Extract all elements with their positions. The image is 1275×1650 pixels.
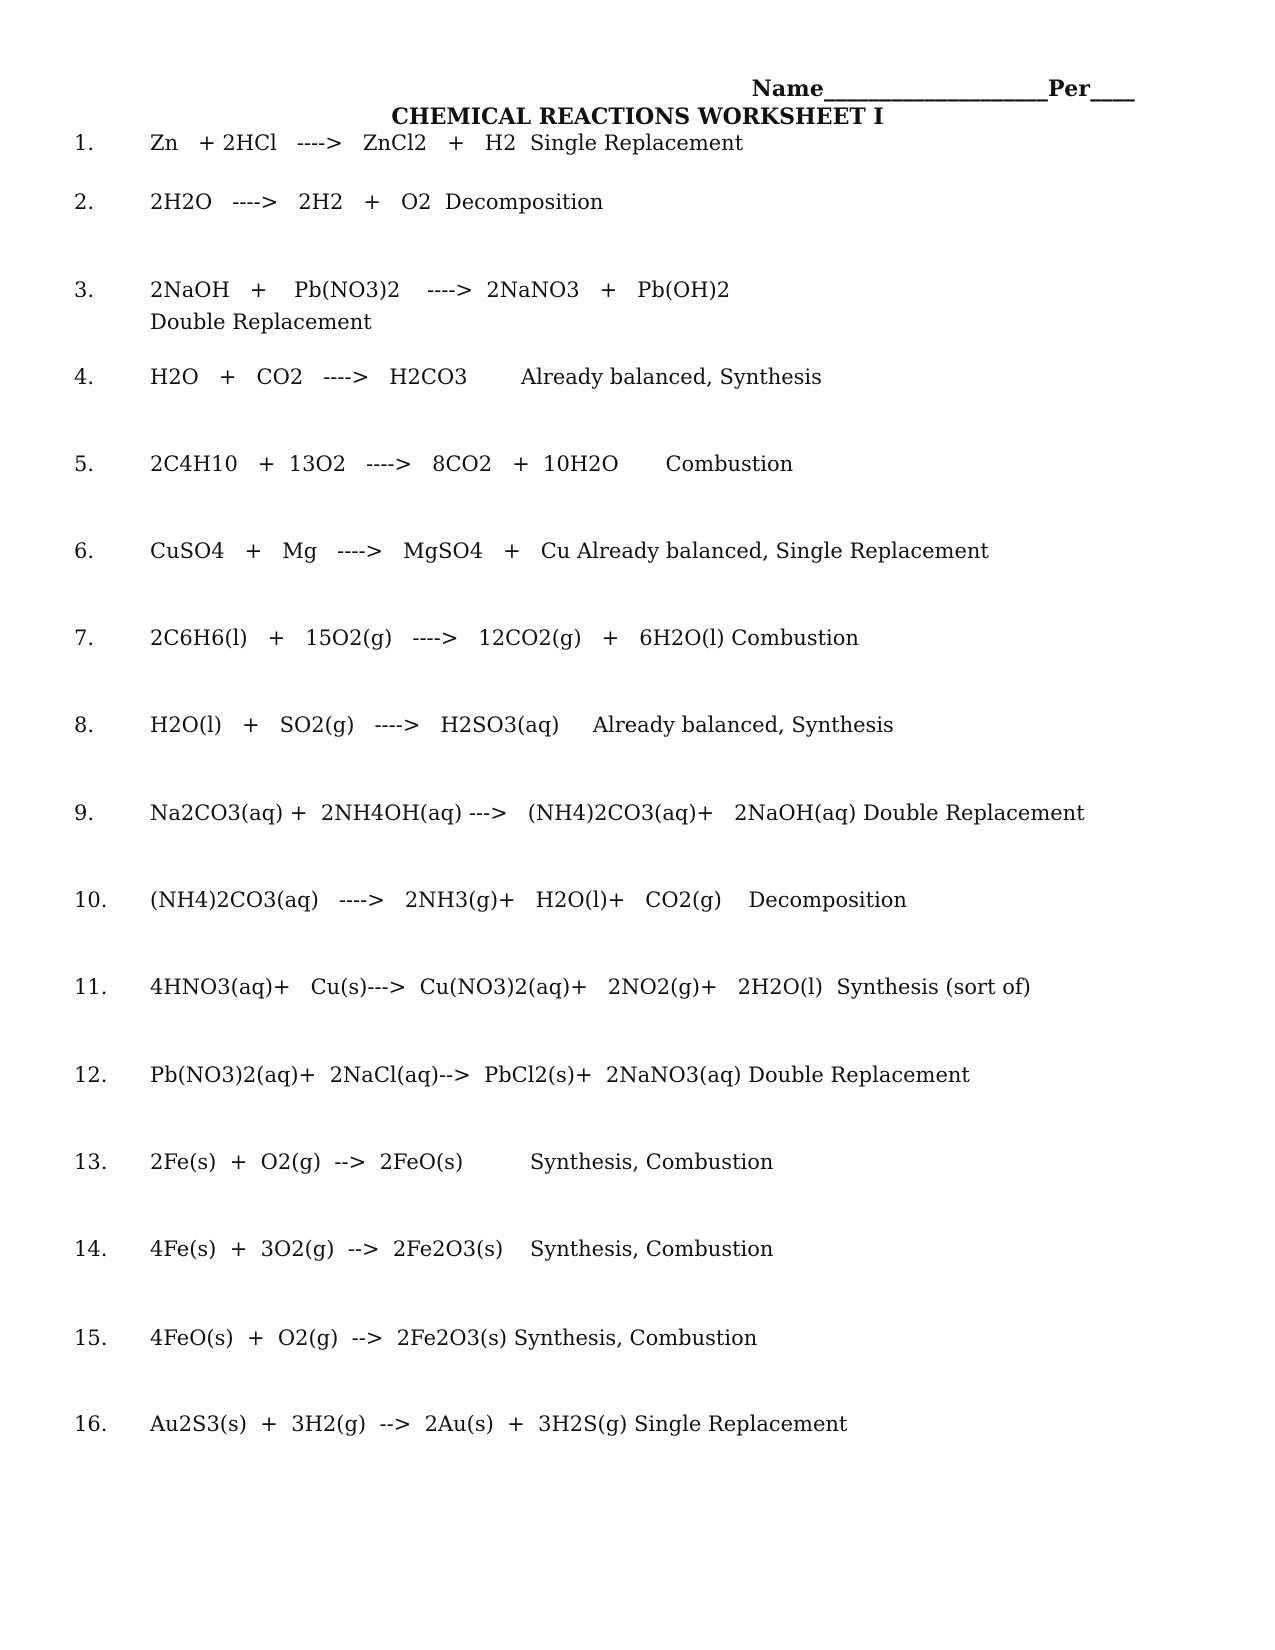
item-number: 2. [74,190,95,214]
item-number: 4. [74,365,95,389]
reaction-equation: Au2S3(s) + 3H2(g) --> 2Au(s) + 3H2S(g) Single Replacement [150,1412,848,1436]
item-number: 1. [74,131,95,155]
item-number: 15. [74,1326,108,1350]
reaction-equation: 4FeO(s) + O2(g) --> 2Fe2O3(s) Synthesis, Combustion [150,1326,758,1350]
reaction-equation: H2O(l) + SO2(g) ----> H2SO3(aq) Already balanced, Synthesis [150,713,894,737]
reaction-equation: (NH4)2CO3(aq) ----> 2NH3(g)+ H2O(l)+ CO2(g) Decomposition [150,888,907,912]
reaction-type: Double Replacement [150,310,372,334]
reaction-equation: 2Fe(s) + O2(g) --> 2FeO(s) Synthesis, Combustion [150,1150,774,1174]
reaction-equation: 2H2O ----> 2H2 + O2 Decomposition [150,190,604,214]
reaction-equation: Zn + 2HCl ----> ZnCl2 + H2 Single Replacement [150,131,744,155]
reaction-equation: 2C6H6(l) + 15O2(g) ----> 12CO2(g) + 6H2O(l) Combustion [150,626,859,650]
reaction-equation: Na2CO3(aq) + 2NH4OH(aq) ---> (NH4)2CO3(aq)+ 2NaOH(aq) Double Replacement [150,801,1085,825]
worksheet-header [0,0,1275,140]
item-number: 9. [74,801,95,825]
item-number: 6. [74,539,95,563]
name-period-line: Name____________________Per____ [751,76,1135,102]
reaction-equation: 4HNO3(aq)+ Cu(s)---> Cu(NO3)2(aq)+ 2NO2(g)+ 2H2O(l) Synthesis (sort of) [150,975,1031,999]
item-number: 3. [74,278,95,302]
item-number: 16. [74,1412,108,1436]
item-number: 5. [74,452,95,476]
item-number: 11. [74,975,108,999]
item-number: 8. [74,713,95,737]
item-number: 10. [74,888,108,912]
item-number: 14. [74,1237,108,1261]
reaction-equation: 2NaOH + Pb(NO3)2 ----> 2NaNO3 + Pb(OH)2 [150,278,731,302]
reaction-equation: 2C4H10 + 13O2 ----> 8CO2 + 10H2O Combustion [150,452,794,476]
page-title: CHEMICAL REACTIONS WORKSHEET I [391,104,884,130]
item-number: 13. [74,1150,108,1174]
reaction-equation: CuSO4 + Mg ----> MgSO4 + Cu Already balanced, Single Replacement [150,539,989,563]
reaction-equation: H2O + CO2 ----> H2CO3 Already balanced, Synthesis [150,365,822,389]
item-number: 12. [74,1063,108,1087]
item-number: 7. [74,626,95,650]
reaction-equation: Pb(NO3)2(aq)+ 2NaCl(aq)--> PbCl2(s)+ 2NaNO3(aq) Double Replacement [150,1063,970,1087]
reaction-equation: 4Fe(s) + 3O2(g) --> 2Fe2O3(s) Synthesis, Combustion [150,1237,774,1261]
